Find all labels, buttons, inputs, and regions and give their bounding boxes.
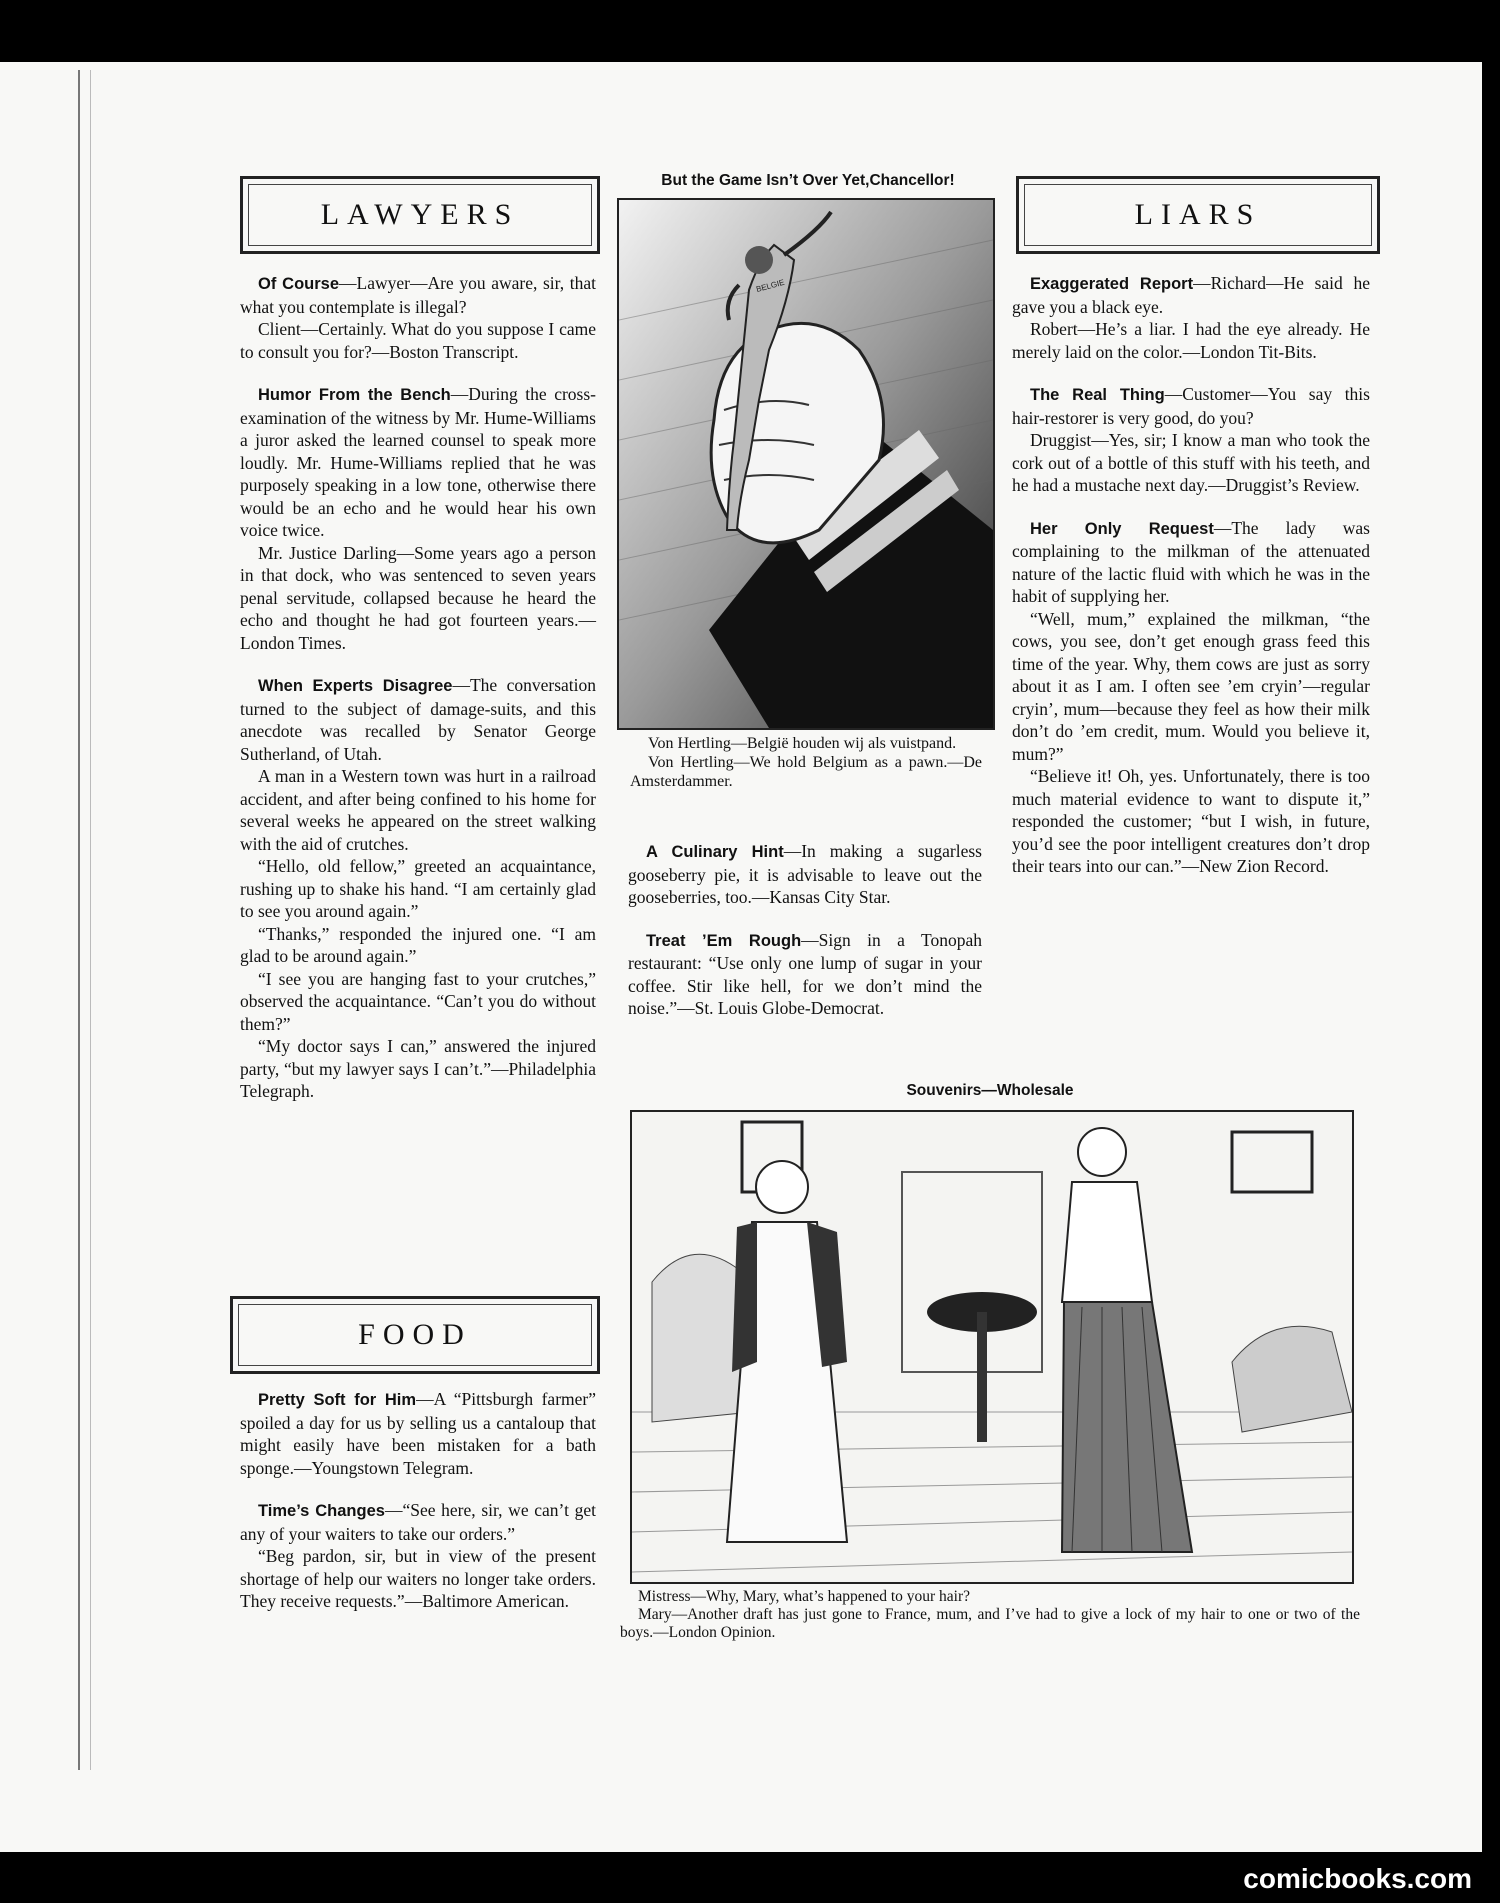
item-headline: Humor From the Bench <box>258 386 451 404</box>
cartoon-title: But the Game Isn’t Over Yet,Chancellor! <box>661 172 955 189</box>
liars-section-header <box>1016 176 1380 254</box>
lawyers-item <box>240 674 596 1103</box>
item-text: Druggist—Yes, sir; I know a man who took the cork out of a bottle of this stuff with his teeth, and he had a mustache next day.—Druggist’s Review. <box>1012 430 1370 495</box>
souvenirs-cartoon-illustration <box>630 1110 1354 1584</box>
item-text: —Customer—You say this hair-restorer is very good, do you? <box>1012 384 1370 428</box>
item-headline: A Culinary Hint <box>646 843 784 861</box>
lawyers-section-title: LAWYERS <box>248 184 592 246</box>
item-text: “Well, mum,” explained the milkman, “the cows, you see, don’t get enough grass feed this time of the year. Why, them cows are just as sorry about it as I am. I often see ’em cryin’—regular cryin’, mum—because they feel as how their milk don’t do ’em credit, mum. Would you believe it, mum?” <box>1012 608 1370 764</box>
food-section-title: FOOD <box>238 1304 592 1366</box>
caption-line: Von Hertling—België houden wij als vuistpand. <box>648 735 957 752</box>
item-text: —A “Pittsburgh farmer” spoiled a day for us by selling us a cantaloup that might easily have been mistaken for a bath sponge.—Youngstown Telegram. <box>240 1389 596 1478</box>
item-text: A man in a Western town was hurt in a railroad accident, and after being confined to his home for several weeks he appeared on the street walking with the aid of crutches. <box>240 766 596 854</box>
item-text: “Hello, old fellow,” greeted an acquaintance, rushing up to shake his hand. “I am certainly glad to see you around again.” <box>240 856 596 921</box>
belgie-sash-text: BELGIE <box>755 277 786 294</box>
liars-column <box>1012 272 1370 898</box>
item-text: Robert—He’s a liar. I had the eye already. He merely laid on the color.—London Tit-Bits. <box>1012 319 1370 362</box>
souvenirs-cartoon-drawing <box>632 1112 1352 1582</box>
lawyers-section-header <box>240 176 600 254</box>
item-text: “My doctor says I can,” answered the injured party, “but my lawyer says I can’t.”—Philadelphia Telegraph. <box>240 1036 596 1101</box>
item-text: —Richard—He said he gave you a black eye. <box>1012 273 1370 317</box>
item-headline: When Experts Disagree <box>258 677 453 695</box>
item-headline: Of Course <box>258 275 340 293</box>
item-text: —The lady was complaining to the milkman of the attenuated nature of the lactic fluid with which he was in the habit of supplying her. <box>1012 517 1370 606</box>
item-text: —In making a sugarless gooseberry pie, it is advisable to leave out the gooseberries, too.—Kansas City Star. <box>628 841 982 907</box>
item-text: —The conversation turned to the subject of damage-suits, and this anecdote was recalled by Senator George Sutherland, of Utah. <box>240 675 596 764</box>
caption-line: Von Hertling—We hold Belgium as a pawn.—De Amsterdammer. <box>630 754 982 790</box>
item-text: —“See here, sir, we can’t get any of your waiters to take our orders.” <box>240 1500 596 1544</box>
lawyers-column <box>240 272 596 1123</box>
lawyers-item <box>240 272 596 363</box>
cartoon-title: Souvenirs—Wholesale <box>906 1082 1074 1099</box>
item-text: Mr. Justice Darling—Some years ago a person in that dock, who was sentenced to seven years penal servitude, collapsed because he heard the echo and thought he had got fourteen years.—London Times. <box>240 542 596 653</box>
item-text: “Beg pardon, sir, but in view of the present shortage of help our waiters no longer take orders. They receive requests.”—Baltimore American. <box>240 1546 596 1611</box>
cartoon-caption <box>630 734 982 791</box>
caption-line: Mistress—Why, Mary, what’s happened to your hair? <box>638 1588 971 1605</box>
item-headline: Her Only Request <box>1030 519 1214 538</box>
food-item <box>240 1499 596 1613</box>
item-text: —Lawyer—Are you aware, sir, that what you contemplate is illegal? <box>240 273 596 317</box>
food-item <box>240 1388 596 1479</box>
item-text: “Believe it! Oh, yes. Unfortunately, there is too much material evidence to want to dispute it,” responded the customer; “but I wish, in future, you’d see the poor intelligent creatures don’t drop their tears into our can.”—New Zion Record. <box>1012 766 1370 876</box>
item-headline: Treat ’Em Rough <box>646 931 802 950</box>
item-headline: Exaggerated Report <box>1030 275 1194 293</box>
liars-section-title: LIARS <box>1024 184 1372 246</box>
item-text: —During the cross-examination of the witness by Mr. Hume-Williams a juror asked the learned counsel to speak more loudly. Mr. Hume-Williams replied that he was purposely speaking in a low tone, otherwise there would be an echo and he would hear his own voice twice. <box>240 384 596 540</box>
middle-column <box>628 840 982 1040</box>
item-headline: Time’s Changes <box>258 1502 385 1520</box>
hand-cartoon-drawing <box>619 200 993 728</box>
food-section-header <box>230 1296 600 1374</box>
site-watermark: comicbooks.com <box>1243 1863 1472 1894</box>
page-spine <box>78 70 91 1770</box>
item-headline: Pretty Soft for Him <box>258 1391 417 1409</box>
item-headline: The Real Thing <box>1030 386 1165 404</box>
item-text: “I see you are hanging fast to your crutches,” observed the acquaintance. “Can’t you do without them?” <box>240 968 596 1034</box>
middle-item <box>628 929 982 1020</box>
item-text: “Thanks,” responded the injured one. “I am glad to be around again.” <box>240 923 596 966</box>
lawyers-item <box>240 383 596 654</box>
item-text: Client—Certainly. What do you suppose I came to consult you for?—Boston Transcript. <box>240 319 596 362</box>
cartoon-caption <box>620 1588 1360 1642</box>
food-column <box>240 1388 596 1633</box>
hand-cartoon-illustration <box>617 198 995 730</box>
liars-item <box>1012 517 1370 878</box>
caption-line: Mary—Another draft has just gone to France, mum, and I’ve had to give a lock of my hair to one or two of the boys.—London Opinion. <box>620 1606 1360 1641</box>
page-edge <box>1482 62 1500 1852</box>
item-text: —Sign in a Tonopah restaurant: “Use only one lump of sugar in your coffee. Stir like hell, for we don’t mind the noise.”—St. Louis Globe-Democrat. <box>628 929 982 1018</box>
liars-item <box>1012 272 1370 363</box>
middle-item <box>628 840 982 909</box>
liars-item <box>1012 383 1370 497</box>
